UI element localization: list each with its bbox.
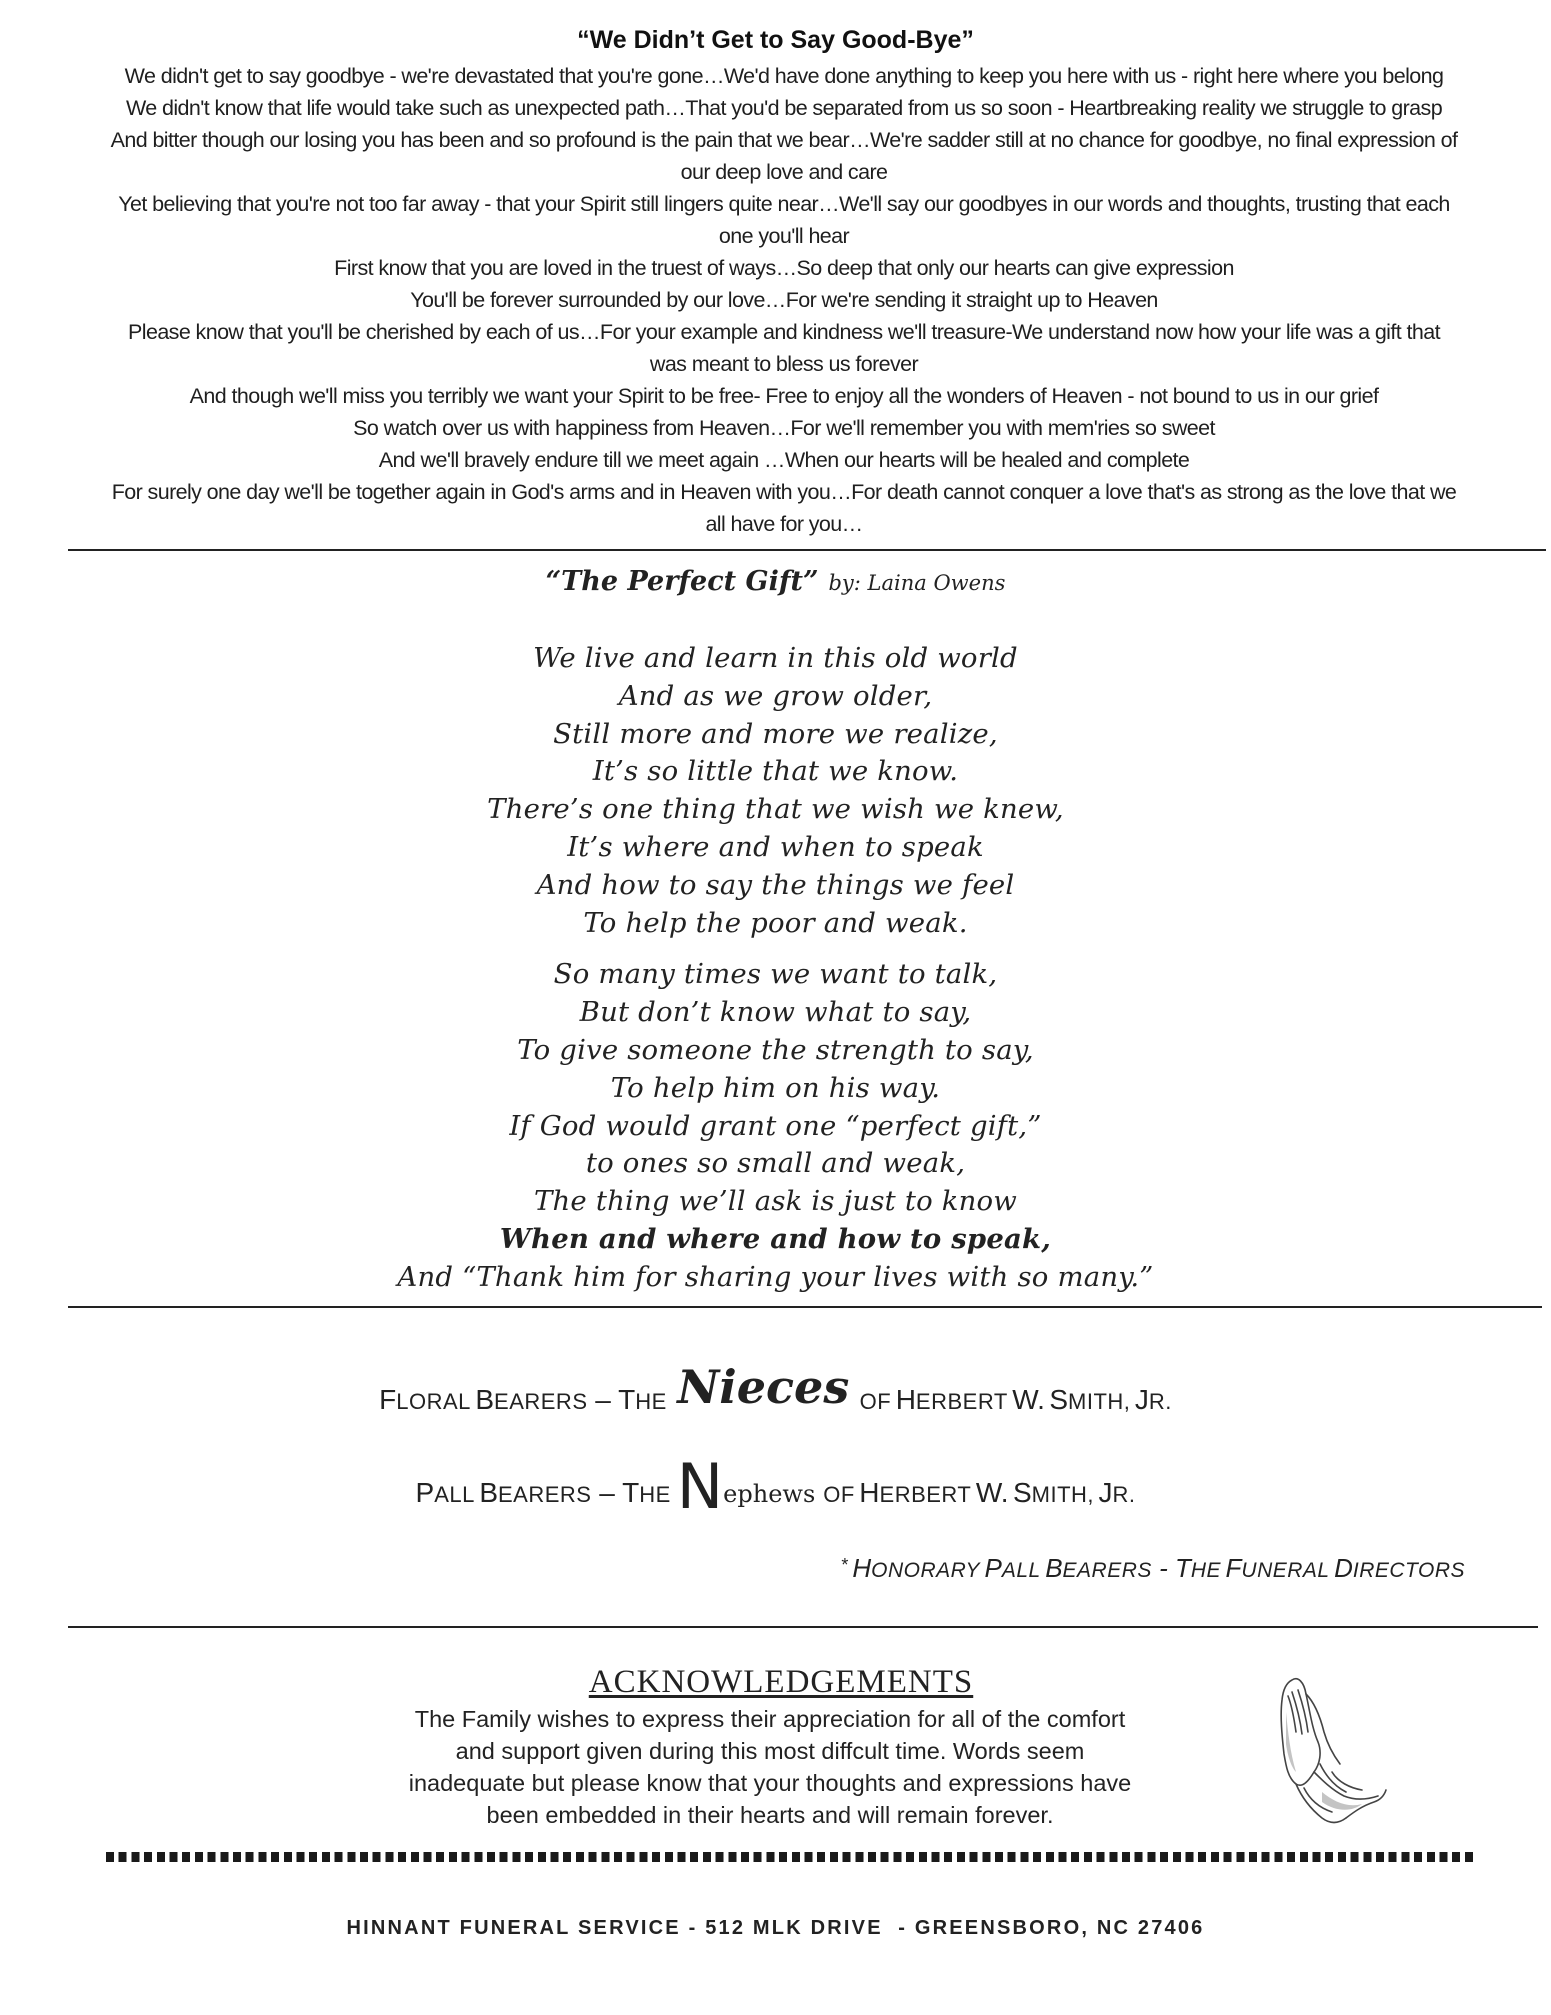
poem2-stanza <box>0 640 1551 942</box>
section-divider <box>68 1306 1542 1308</box>
poem2-line: to ones so small and weak, <box>585 1147 966 1180</box>
poem2-line: It’s so little that we know. <box>592 755 959 788</box>
poem1-line: all have for you… <box>705 512 863 536</box>
poem2-bold-line: When and where and how to speak, <box>499 1222 1052 1255</box>
poem1-line: So watch over us with happiness from Heaven…For we'll remember you with mem'ries so sweet <box>353 416 1215 440</box>
pall-bearers-line: PALL BEARERS – THENephews OF HERBERT W. SMITH, JR. <box>415 1450 1136 1523</box>
poem1-body <box>66 60 1502 540</box>
poem2-title: “The Perfect Gift” <box>545 566 819 597</box>
poem2-line: And how to say the things we feel <box>536 868 1015 901</box>
poem2-line: And as we grow older, <box>618 679 933 712</box>
acknowledgements-line: been embedded in their hearts and will remain forever. <box>486 1802 1054 1828</box>
praying-hands-icon <box>1262 1672 1392 1832</box>
poem2-line: To give someone the strength to say, <box>517 1033 1034 1066</box>
section-divider <box>68 549 1546 551</box>
poem1-line: And we'll bravely endure till we meet again …When our hearts will be healed and complete <box>378 448 1190 472</box>
honorary-pall-bearers: * HONORARY PALL BEARERS - THE FUNERAL DIRECTORS <box>841 1553 1465 1583</box>
nieces-script: Nieces <box>677 1360 850 1414</box>
poem2-byline: by: Laina Owens <box>828 571 1006 595</box>
poem1-line: We didn't get to say goodbye - we're devastated that you're gone…We'd have done anything to keep you here with us - right here where you belong <box>124 64 1444 88</box>
acknowledgements-title: ACKNOWLEDGEMENTS <box>588 1664 974 1700</box>
nephews-initial: N <box>676 1450 724 1523</box>
poem2-last-line: And “Thank him for sharing your lives with so many.” <box>397 1260 1154 1293</box>
funeral-home-footer: HINNANT FUNERAL SERVICE - 512 MLK DRIVE - GREENSBORO, NC 27406 <box>346 1917 1205 1939</box>
acknowledgements-line: The Family wishes to express their appreciation for all of the comfort <box>414 1706 1126 1732</box>
poem1-line: First know that you are loved in the truest of ways…So deep that only our hearts can give expression <box>334 256 1234 280</box>
poem1-line: We didn't know that life would take such as unexpected path…That you'd be separated from us so soon - Heartbreaking reality we struggle to grasp <box>125 96 1443 120</box>
poem1-line: Yet believing that you're not too far away - that your Spirit still lingers quite near…We'll say our goodbyes in our words and thoughts, trusting that each <box>118 192 1450 216</box>
poem1-line: And bitter though our losing you has been and so profound is the pain that we bear…We're sadder still at no chance for goodbye, no final expression of <box>110 128 1458 152</box>
dotted-divider <box>106 1852 1474 1862</box>
poem1-line: You'll be forever surrounded by our love…For we're sending it straight up to Heaven <box>410 288 1158 312</box>
poem1-line: our deep love and care <box>680 160 888 184</box>
poem2-line: There’s one thing that we wish we knew, <box>487 793 1064 826</box>
poem2-heading <box>0 566 1551 597</box>
poem2-line: To help the poor and weak. <box>583 906 968 939</box>
poem1-title: “We Didn’t Get to Say Good-Bye” <box>577 26 974 54</box>
poem2-line: The thing we’ll ask is just to know <box>533 1185 1018 1218</box>
poem2-body <box>0 640 1551 1297</box>
poem1-line: one you'll hear <box>718 224 850 248</box>
poem2-line: So many times we want to talk, <box>553 958 998 991</box>
acknowledgements-body <box>330 1703 1210 1831</box>
acknowledgements-line: inadequate but please know that your thoughts and expressions have <box>408 1770 1132 1796</box>
poem2-line: Still more and more we realize, <box>553 717 998 750</box>
poem2-stanza <box>0 956 1551 1296</box>
nephews-rest: ephews <box>723 1480 816 1508</box>
acknowledgements-line: and support given during this most diffcult time. Words seem <box>455 1738 1085 1764</box>
poem2-line: It’s where and when to speak <box>567 830 984 863</box>
floral-bearers-line: FLORAL BEARERS – THE Nieces OF HERBERT W. SMITH, JR. <box>379 1360 1172 1415</box>
poem2-line: But don’t know what to say, <box>579 996 972 1029</box>
poem1-line: Please know that you'll be cherished by each of us…For your example and kindness we'll treasure-We understand now how your life was a gift that <box>128 320 1440 344</box>
poem1-line: was meant to bless us forever <box>649 352 919 376</box>
poem2-line: To help him on his way. <box>610 1071 941 1104</box>
poem2-line: If God would grant one “perfect gift,” <box>509 1109 1042 1142</box>
poem1-line: And though we'll miss you terribly we want your Spirit to be free- Free to enjoy all the wonders of Heaven - not bound to us in our grief <box>189 384 1379 408</box>
section-divider <box>68 1626 1538 1628</box>
poem2-line: We live and learn in this old world <box>533 642 1018 674</box>
poem1-line: For surely one day we'll be together again in God's arms and in Heaven with you…For death cannot conquer a love that's as strong as the love that we <box>111 480 1457 504</box>
